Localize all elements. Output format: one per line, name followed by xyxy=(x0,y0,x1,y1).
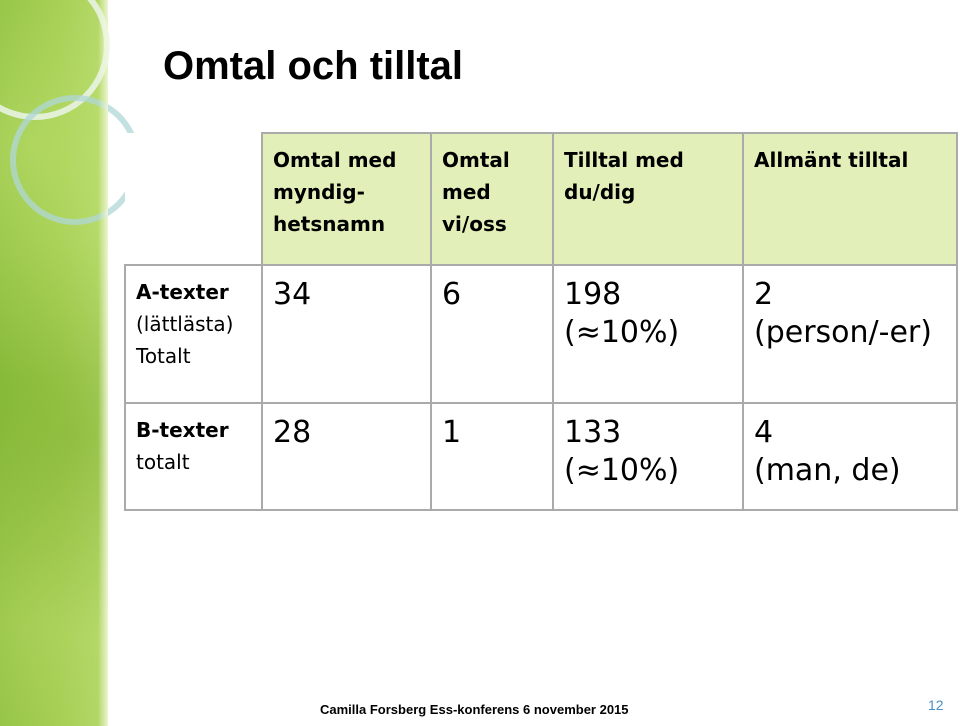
header-line: vi/oss xyxy=(442,212,507,236)
cell-allmant-tilltal xyxy=(743,403,957,510)
row-label-bold: B-texter xyxy=(136,418,229,442)
header-line: hetsnamn xyxy=(273,212,386,236)
cell-value-note: (≈10%) xyxy=(564,315,680,350)
cell-value: 2 xyxy=(754,277,774,312)
row-label-line: totalt xyxy=(136,450,190,474)
decorative-side-band xyxy=(0,0,108,726)
slide-number: 12 xyxy=(928,697,944,713)
header-line: du/dig xyxy=(564,180,636,204)
slide-title: Omtal och tilltal xyxy=(163,44,464,88)
header-line: myndig- xyxy=(273,180,365,204)
cell-value: 34 xyxy=(273,277,312,312)
cell-value: 198 xyxy=(564,277,622,312)
header-line: med xyxy=(442,180,491,204)
row-label-line: Totalt xyxy=(136,344,191,368)
cell-value: 133 xyxy=(564,415,622,450)
cell-value-note: (person/-er) xyxy=(754,315,932,350)
cell-omtal-myndighetsnamn xyxy=(262,403,431,510)
column-header-tilltal-du-dig xyxy=(553,133,743,265)
table-row xyxy=(125,265,957,403)
corner-cell xyxy=(125,133,262,265)
header-line: Allmänt tilltal xyxy=(754,148,909,172)
row-label-line: (lättlästa) xyxy=(136,312,234,336)
column-header-allmant-tilltal xyxy=(743,133,957,265)
row-label-b-texter xyxy=(125,403,262,510)
cell-value: 6 xyxy=(442,277,462,312)
header-line: Tilltal med xyxy=(564,148,684,172)
slide-footer: Camilla Forsberg Ess-konferens 6 november 2015 xyxy=(320,702,629,717)
cell-omtal-myndighetsnamn xyxy=(262,265,431,403)
cell-omtal-vi-oss xyxy=(431,403,553,510)
cell-tilltal-du-dig xyxy=(553,265,743,403)
column-header-omtal-vi-oss xyxy=(431,133,553,265)
table-header-row xyxy=(125,133,957,265)
row-label-a-texter xyxy=(125,265,262,403)
cell-value: 28 xyxy=(273,415,312,450)
cell-value-note: (≈10%) xyxy=(564,453,680,488)
header-line: Omtal med xyxy=(273,148,397,172)
cell-value: 1 xyxy=(442,415,462,450)
decorative-ring xyxy=(10,95,140,225)
header-line: Omtal xyxy=(442,148,510,172)
cell-omtal-vi-oss xyxy=(431,265,553,403)
cell-allmant-tilltal xyxy=(743,265,957,403)
cell-value-note: (man, de) xyxy=(754,453,901,488)
cell-value: 4 xyxy=(754,415,774,450)
column-header-omtal-myndighetsnamn xyxy=(262,133,431,265)
cell-tilltal-du-dig xyxy=(553,403,743,510)
data-table xyxy=(124,132,958,511)
table-row xyxy=(125,403,957,510)
row-label-bold: A-texter xyxy=(136,280,229,304)
